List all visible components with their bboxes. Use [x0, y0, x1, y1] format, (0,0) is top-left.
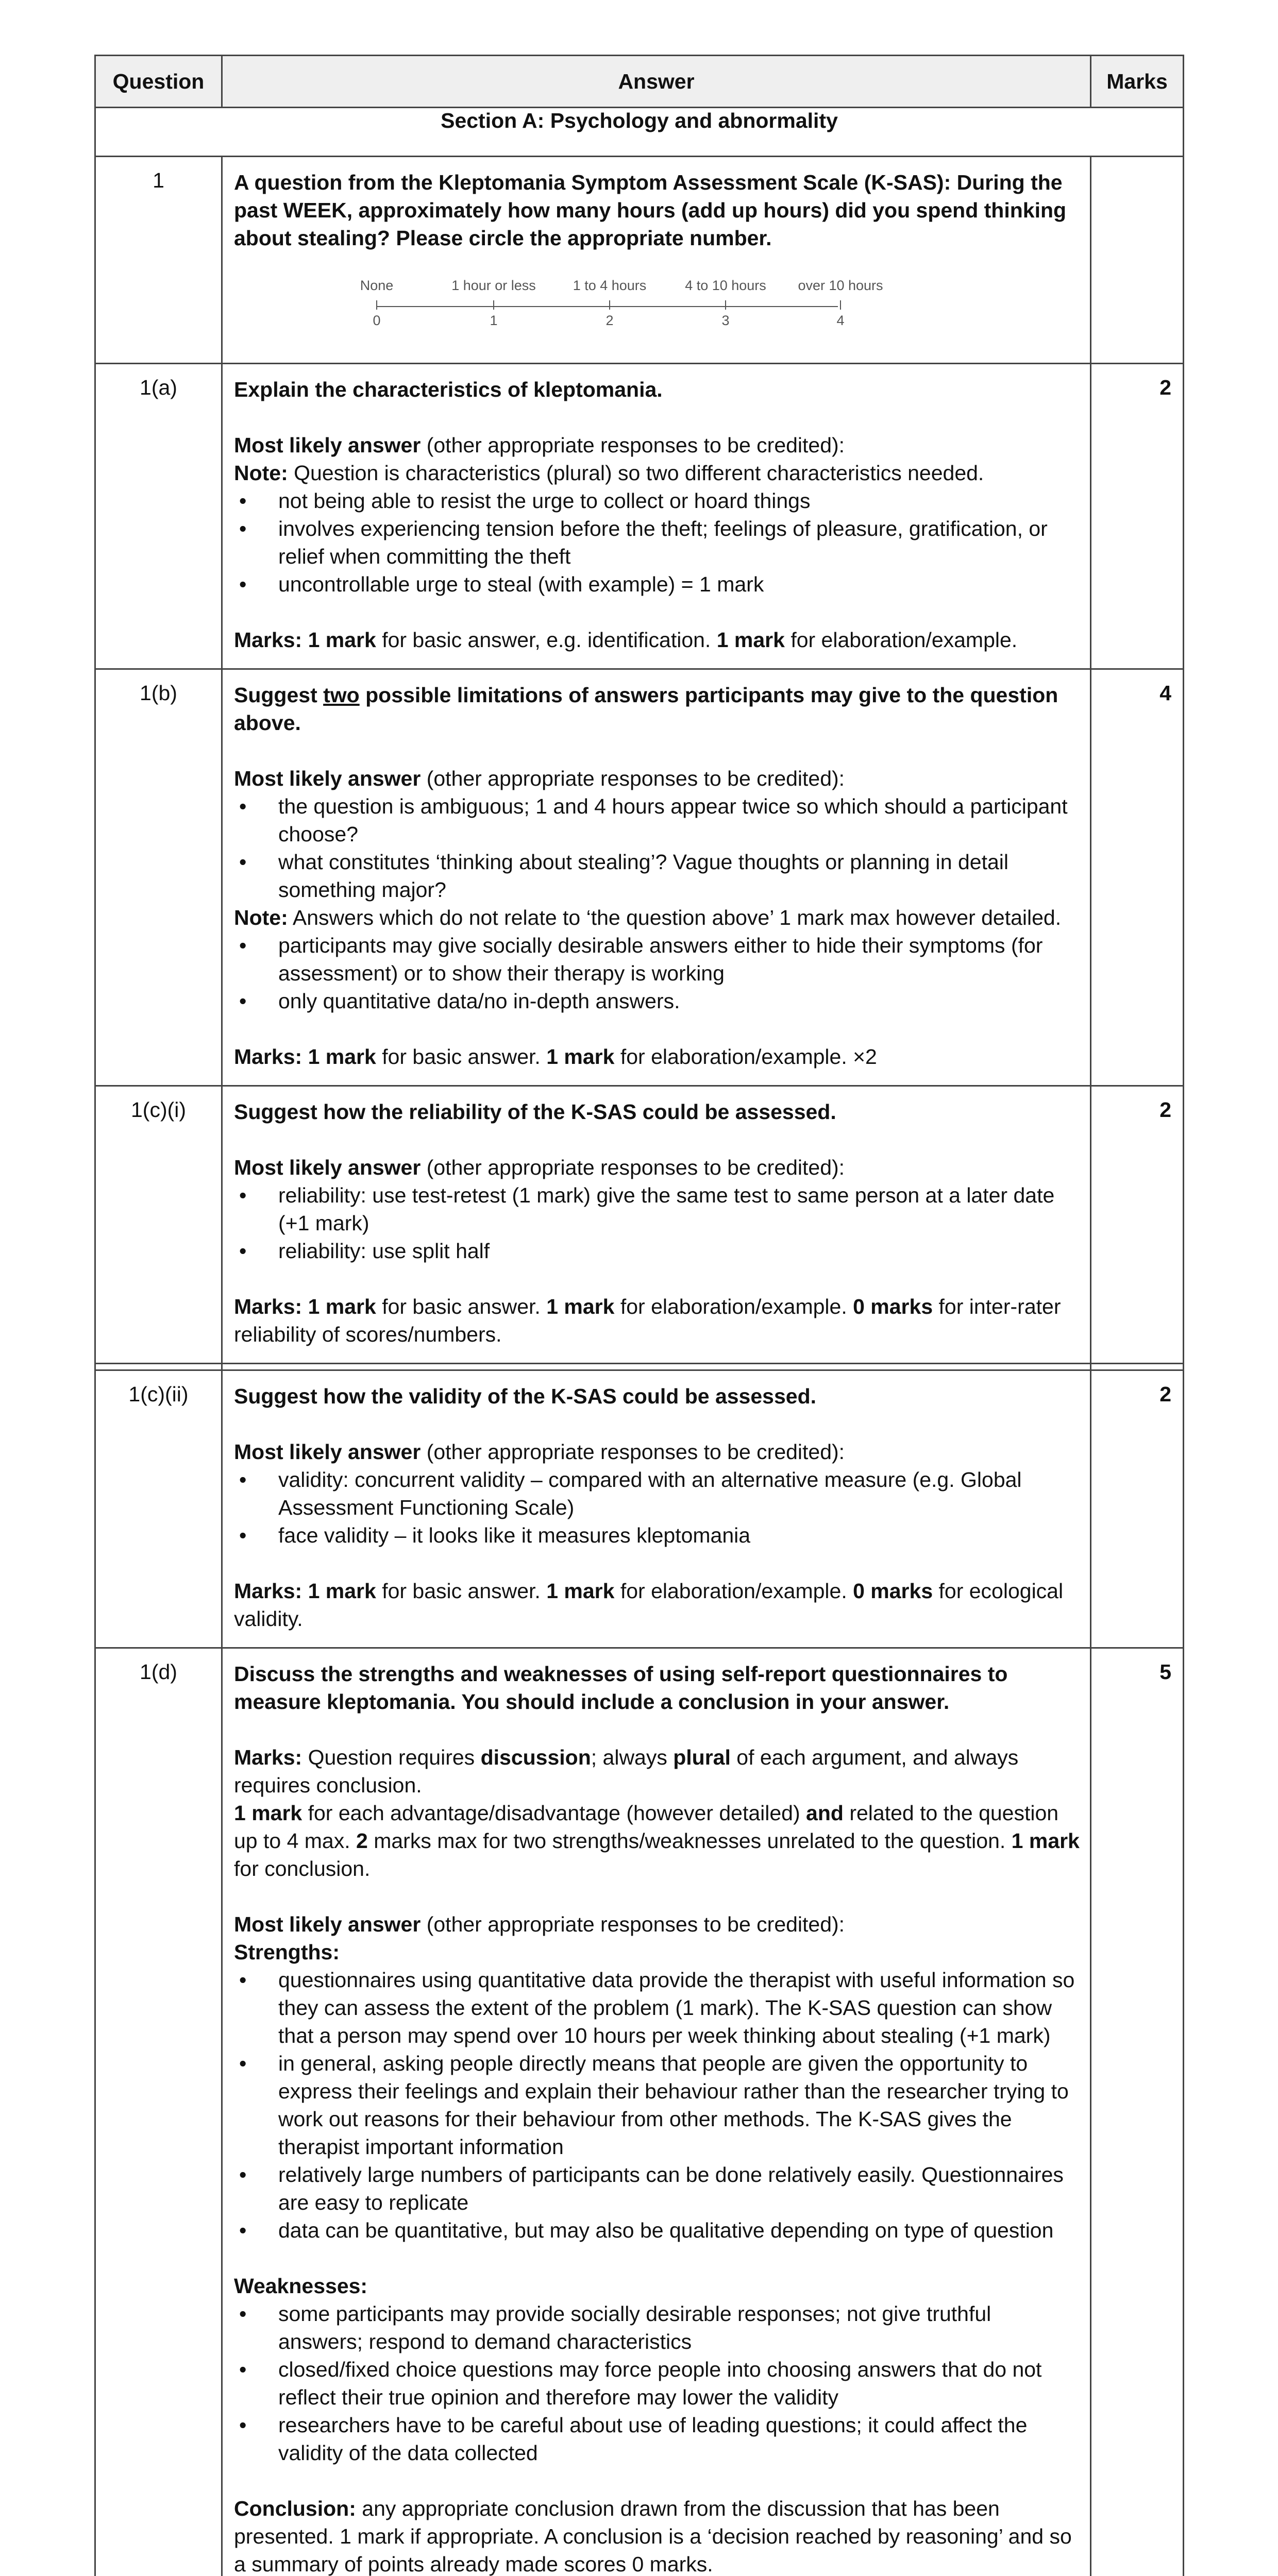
- question-row-1: [95, 157, 1184, 364]
- marks-cell: 2: [1091, 1086, 1184, 1364]
- weaknesses-list: [234, 2300, 1080, 2467]
- list-item: • reliability: use test-retest (1 mark) give the same test to same person at a later date (+1 mark): [234, 1181, 1080, 1237]
- question-text: Suggest two possible limitations of answers participants may give to the question above.: [234, 683, 1058, 735]
- note-text: Question is characteristics (plural) so two different characteristics needed.: [288, 461, 984, 485]
- note-text: Answers which do not relate to ‘the question above’ 1 mark max however detailed.: [288, 906, 1062, 929]
- marks-cell: 2: [1091, 364, 1184, 669]
- question-text: Suggest how the validity of the K-SAS could be assessed.: [234, 1384, 817, 1408]
- header-question: Question: [95, 56, 222, 108]
- list-item: • face validity – it looks like it measures kleptomania: [234, 1521, 1080, 1549]
- list-item: • validity: concurrent validity – compared with an alternative measure (e.g. Global Assessment Functioning Scale): [234, 1466, 1080, 1521]
- answer-cell: [222, 157, 1091, 364]
- strengths-list: [234, 1966, 1080, 2244]
- scale-value: 1: [490, 313, 498, 328]
- marks-guidance: Marks: 1 mark for basic answer. 1 mark for elaboration/example. 0 marks for ecological validity.: [234, 1579, 1064, 1631]
- list-item: • reliability: use split half: [234, 1237, 1080, 1265]
- list-item: • closed/fixed choice questions may force people into choosing answers that do not reflect their true opinion and therefore may lower the validity: [234, 2355, 1080, 2411]
- mla-text: (other appropriate responses to be credited):: [421, 767, 845, 790]
- mla-label: Most likely answer: [234, 767, 421, 790]
- answer-bullets: [234, 487, 1080, 598]
- question-row-1cii: [95, 1370, 1184, 1648]
- list-item: • not being able to resist the urge to collect or hoard things: [234, 487, 1080, 515]
- conclusion-text: any appropriate conclusion drawn from the discussion that has been presented. 1 mark if appropriate. A conclusion is a ‘decision reached by reasoning’ and so a summary of points already made scores 0 marks.: [234, 2497, 1072, 2576]
- answer-bullets: [234, 792, 1080, 904]
- note-label: Note:: [234, 906, 288, 929]
- conclusion: [234, 2495, 1080, 2576]
- weaknesses-heading: Weaknesses:: [234, 2274, 368, 2298]
- list-item: • relatively large numbers of participants can be done relatively easily. Questionnaires are easy to replicate: [234, 2161, 1080, 2216]
- answer-cell: [222, 669, 1091, 1086]
- mla-label: Most likely answer: [234, 1440, 421, 1464]
- mla-label: Most likely answer: [234, 1912, 421, 1936]
- answer-cell: [222, 1086, 1091, 1364]
- question-number: 1(a): [95, 364, 222, 669]
- answer-cell: [222, 1370, 1091, 1648]
- scale-label: 1 hour or less: [451, 278, 536, 293]
- header-answer: Answer: [222, 56, 1091, 108]
- question-number: 1(d): [95, 1648, 222, 2576]
- list-item: • participants may give socially desirable answers either to hide their symptoms (for assessment) or to show their therapy is working: [234, 931, 1080, 987]
- question-row-1d: [95, 1648, 1184, 2576]
- question-text: A question from the Kleptomania Symptom Assessment Scale (K-SAS): During the past WEEK, approximately how many hours (add up hours) did you spend thinking about stealing? Please circle the appropriate number.: [234, 171, 1067, 250]
- answer-bullets: [234, 1181, 1080, 1265]
- mla-label: Most likely answer: [234, 1156, 421, 1179]
- answer-bullets: [234, 1466, 1080, 1549]
- list-item: • researchers have to be careful about use of leading questions; it could affect the validity of the data collected: [234, 2411, 1080, 2467]
- marks-cell: 2: [1091, 1370, 1184, 1648]
- note-label: Note:: [234, 461, 288, 485]
- marks-cell: [1091, 157, 1184, 364]
- mla-text: (other appropriate responses to be credited):: [421, 1440, 845, 1464]
- mark-scheme: [94, 55, 1183, 2576]
- list-item: • what constitutes ‘thinking about stealing’? Vague thoughts or planning in detail something major?: [234, 848, 1080, 904]
- answer-bullets: [234, 931, 1080, 1015]
- list-item: • questionnaires using quantitative data provide the therapist with useful information so they can assess the extent of the problem (1 mark). The K-SAS question can show that a person may spend over 10 hours per week thinking about stealing (+1 mark): [234, 1966, 1080, 2049]
- question-text: Discuss the strengths and weaknesses of using self-report questionnaires to measure kleptomania. You should include a conclusion in your answer.: [234, 1662, 1008, 1714]
- question-number: 1: [95, 157, 222, 364]
- answer-cell: [222, 1648, 1091, 2576]
- marks-guidance: Marks: 1 mark for basic answer. 1 mark for elaboration/example. ×2: [234, 1045, 877, 1069]
- question-row-1b: [95, 669, 1184, 1086]
- scale-value: 4: [836, 313, 845, 328]
- list-item: • in general, asking people directly means that people are given the opportunity to express their feelings and explain their behaviour rather than the researcher trying to work out reasons for their behaviour from other methods. The K-SAS gives the therapist important information: [234, 2049, 1080, 2161]
- scale-value: 2: [606, 313, 614, 328]
- question-row-1ci: [95, 1086, 1184, 1364]
- header-row: [95, 56, 1184, 108]
- question-number: 1(c)(ii): [95, 1370, 222, 1648]
- question-text: Explain the characteristics of kleptomania.: [234, 378, 663, 401]
- scale-label: 4 to 10 hours: [685, 278, 766, 293]
- list-item: • the question is ambiguous; 1 and 4 hours appear twice so which should a participant choose?: [234, 792, 1080, 848]
- ksas-scale: [354, 275, 920, 331]
- row-separator: [95, 1364, 1184, 1370]
- list-item: • data can be quantitative, but may also be qualitative depending on type of question: [234, 2216, 1080, 2244]
- header-marks: Marks: [1091, 56, 1184, 108]
- mla-label: Most likely answer: [234, 433, 421, 457]
- mark-scheme-table: [94, 55, 1184, 2576]
- strengths-heading: Strengths:: [234, 1940, 340, 1964]
- scale-label: over 10 hours: [798, 278, 883, 293]
- question-row-1a: [95, 364, 1184, 669]
- section-row: [95, 108, 1184, 157]
- question-number: 1(c)(i): [95, 1086, 222, 1364]
- list-item: • only quantitative data/no in-depth answers.: [234, 987, 1080, 1015]
- marks-cell: 5: [1091, 1648, 1184, 2576]
- question-text: Suggest how the reliability of the K-SAS could be assessed.: [234, 1100, 836, 1124]
- list-item: • involves experiencing tension before the theft; feelings of pleasure, gratification, or relief when committing the theft: [234, 515, 1080, 570]
- scale-value: 0: [373, 313, 381, 328]
- conclusion-label: Conclusion:: [234, 2497, 356, 2520]
- section-title: Section A: Psychology and abnormality: [95, 108, 1184, 157]
- list-item: • uncontrollable urge to steal (with example) = 1 mark: [234, 570, 1080, 598]
- scale-label: None: [360, 278, 394, 293]
- question-number: 1(b): [95, 669, 222, 1086]
- marks-guidance: Marks: 1 mark for basic answer. 1 mark for elaboration/example. 0 marks for inter-rater reliability of scores/numbers.: [234, 1295, 1061, 1346]
- answer-cell: [222, 364, 1091, 669]
- list-item: • some participants may provide socially desirable responses; not give truthful answers; respond to demand characteristics: [234, 2300, 1080, 2355]
- mla-text: (other appropriate responses to be credited):: [421, 1156, 845, 1179]
- scale-value: 3: [721, 313, 730, 328]
- mla-text: (other appropriate responses to be credited):: [421, 433, 845, 457]
- marks-cell: 4: [1091, 669, 1184, 1086]
- mla-text: (other appropriate responses to be credited):: [421, 1912, 845, 1936]
- marks-guidance: Marks: 1 mark for basic answer, e.g. identification. 1 mark for elaboration/example.: [234, 628, 1018, 652]
- scale-label: 1 to 4 hours: [573, 278, 647, 293]
- marks-guidance: Marks: Question requires discussion; always plural of each argument, and always requires conclusion. 1 mark for each advantage/disadvantage (however detailed) and related to the question up to 4 max. 2 marks max for two strengths/weaknesses unrelated to the question. 1 mark for conclusion.: [234, 1745, 1080, 1880]
